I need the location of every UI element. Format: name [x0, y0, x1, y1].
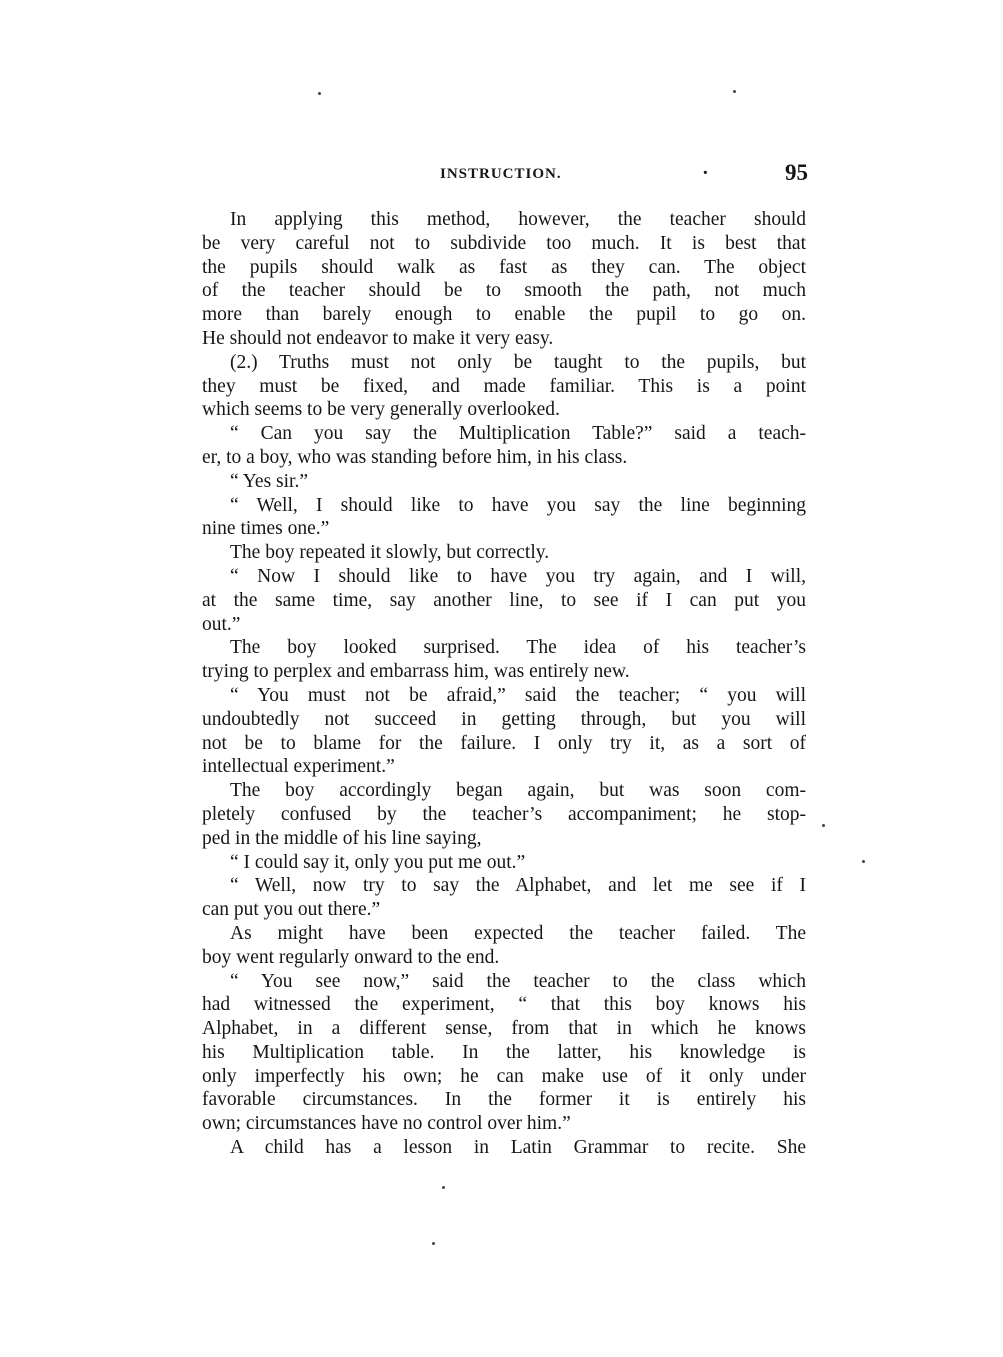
text-line: his Multiplication table. In the latter, his knowledge is [202, 1041, 806, 1063]
scan-speck [442, 1186, 445, 1189]
scan-speck [733, 90, 736, 93]
scan-speck [862, 860, 865, 863]
text-line: more than barely enough to enable the pupil to go on. [202, 304, 806, 326]
text-line: The boy accordingly began again, but was soon com- [230, 780, 806, 802]
text-line: “ You must not be afraid,” said the teacher; “ you will [230, 684, 806, 706]
page-number: 95 [785, 160, 808, 185]
text-line: The boy repeated it slowly, but correctly. [230, 542, 550, 564]
text-line: the pupils should walk as fast as they can. The object [202, 256, 806, 278]
scan-speck [432, 1242, 435, 1245]
text-line: er, to a boy, who was standing before him, in his class. [202, 446, 628, 468]
text-line: In applying this method, however, the teacher should [230, 209, 806, 230]
text-line: “ You see now,” said the teacher to the class which [230, 970, 806, 992]
text-line: which seems to be very generally overlooked. [202, 399, 560, 421]
page-header [202, 160, 808, 190]
text-line: “ Now I should like to have you try again, and I will, [230, 565, 806, 587]
text-line: “ Well, I should like to have you say the line beginning [230, 494, 806, 516]
text-line: can put you out there.” [202, 899, 381, 921]
text-line: As might have been expected the teacher failed. The [230, 922, 806, 944]
text-line: out.” [202, 613, 241, 635]
text-line: only imperfectly his own; he can make use of it only under [202, 1065, 806, 1087]
text-line: ped in the middle of his line saying, [202, 827, 482, 849]
text-line: A child has a lesson in Latin Grammar to recite. She [230, 1137, 806, 1159]
text-line: nine times one.” [202, 518, 330, 540]
text-line: boy went regularly onward to the end. [202, 946, 500, 968]
text-line: He should not endeavor to make it very easy. [202, 327, 554, 349]
text-line: undoubtedly not succeed in getting through, but you will [202, 708, 806, 730]
text-line: “ I could say it, only you put me out.” [230, 851, 526, 873]
text-line: at the same time, say another line, to see if I can put you [202, 589, 806, 611]
text-line: had witnessed the experiment, “ that this boy knows his [202, 994, 806, 1016]
text-line: own; circumstances have no control over him.” [202, 1113, 571, 1135]
scan-speck [318, 92, 321, 95]
header-separator: · [702, 162, 709, 184]
text-line: The boy looked surprised. The idea of his teacher’s [230, 637, 806, 659]
text-line: Alphabet, in a different sense, from that in which he knows [202, 1018, 806, 1040]
text-line: trying to perplex and embarrass him, was entirely new. [202, 661, 630, 683]
text-line: not be to blame for the failure. I only try it, as a sort of [202, 732, 806, 754]
text-line: (2.) Truths must not only be taught to the pupils, but [230, 351, 806, 373]
text-line: of the teacher should be to smooth the path, not much [202, 280, 806, 302]
text-line: intellectual experiment.” [202, 756, 395, 778]
scan-speck [822, 824, 825, 827]
running-title: INSTRUCTION. [440, 166, 562, 182]
text-line: be very careful not to subdivide too much. It is best that [202, 232, 806, 254]
text-line: pletely confused by the teacher’s accompaniment; he stop- [202, 803, 806, 825]
body-text [202, 208, 806, 1160]
text-line: “ Yes sir.” [230, 470, 309, 492]
text-line: “ Can you say the Multiplication Table?” said a teach- [230, 423, 806, 445]
text-line: favorable circumstances. In the former it is entirely his [202, 1089, 806, 1111]
text-line: “ Well, now try to say the Alphabet, and let me see if I [230, 875, 806, 897]
text-line: they must be fixed, and made familiar. This is a point [202, 375, 806, 397]
